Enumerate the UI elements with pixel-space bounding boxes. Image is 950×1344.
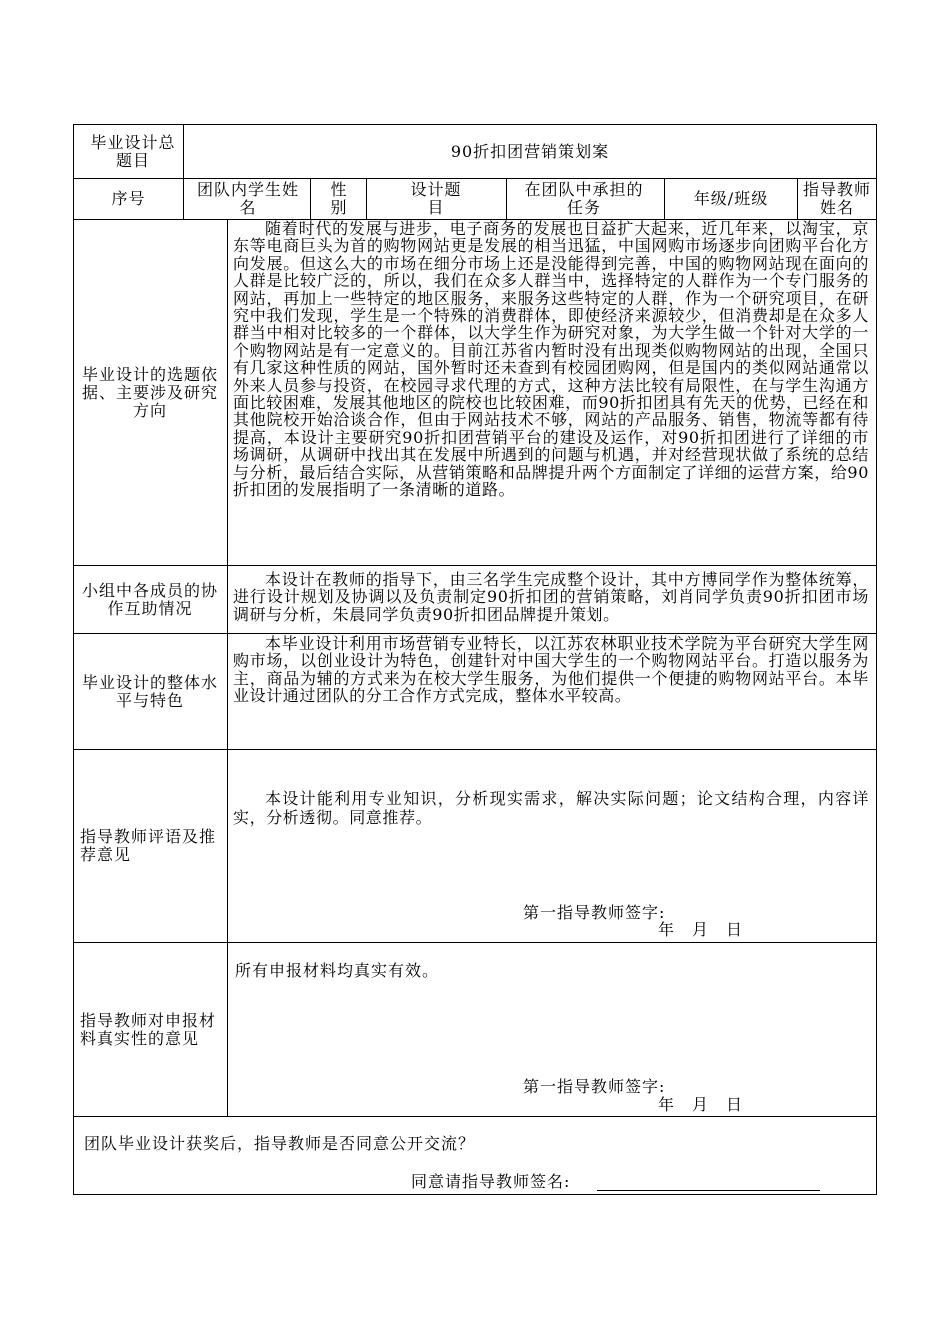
col-header-member-name: 团队内学生姓名 bbox=[196, 180, 299, 217]
overall-text: 本毕业设计利用市场营销专业特长，以江苏农林职业技术学院为平台研究大学生网购市场，以创业设计为特色，创建针对中国大学生的一个购物网站平台。打造以服务为主，商品为辅的方式来为在校大学生服务，为他们提供一个便捷的购物网站平台。本毕业设计通过团队的分工合作方式完成，整体水平较高。 bbox=[233, 634, 869, 706]
column-divider bbox=[227, 219, 228, 1116]
collaboration-text: 本设计在教师的指导下，由三名学生完成整个设计，其中方博同学作为整体统筹，进行设计规划及协调以及负责制定90折扣团的营销策略，刘肖同学负责90折扣团市场调研与分析，朱晨同学负责90折扣团品牌提升策划。 bbox=[233, 570, 869, 624]
consent-signature-line[interactable] bbox=[597, 1190, 820, 1191]
authenticity-signature-label: 第一指导教师签字: bbox=[523, 1077, 666, 1096]
col-header-design-topic: 设计题目 bbox=[410, 180, 462, 217]
column-divider bbox=[797, 178, 798, 219]
advisor-signature-label: 第一指导教师签字: bbox=[523, 903, 666, 922]
advisor-signature-date: 年 月 日 bbox=[658, 920, 744, 939]
column-divider bbox=[310, 178, 311, 219]
title-label: 毕业设计总题目 bbox=[90, 133, 176, 170]
row-divider bbox=[73, 1116, 877, 1117]
public-exchange-question: 团队毕业设计获奖后，指导教师是否同意公开交流？ bbox=[84, 1134, 476, 1153]
column-divider bbox=[506, 178, 507, 219]
col-header-advisor-name: 指导教师姓名 bbox=[802, 180, 871, 217]
collaboration-label: 小组中各成员的协作互助情况 bbox=[81, 580, 218, 618]
authenticity-signature-date: 年 月 日 bbox=[658, 1095, 744, 1114]
column-divider bbox=[366, 178, 367, 219]
basis-text: 随着时代的发展与进步，电子商务的发展也日益扩大起来，近几年来，以淘宝，京东等电商巨头为首的购物网站更是发展的相当迅猛，中国网购市场逐步向团购平台化方向发展。但这么大的市场在细分市场上还是没能得到完善，中国的购物网站现在面向的人群是比较广泛的，所以，我们在众多人群当中，选择特定的人群作为一个专门服务的网站，再加上一些特定的地区服务，来服务这些特定的人群，作为一个研究项目，在研究中我们发现，学生是一个特殊的消费群体，即使经济来源较少，但消费却是在众多人群当中相对比较多的一个群体，以大学生作为研究对象，为大学生做一个针对大学的一个购物网站是有一定意义的。目前江苏省内暂时没有出现类似购物网站的出现，全国只有几家这种性质的网站，国外暂时还未查到有校园团购网，但是国内的类似网站通常以外来人员参与投资，在校园寻求代理的方式，这种方法比较有局限性，在与学生沟通方面比较困难，发展其他地区的院校也比较困难，而90折扣团具有先天的优势，已经在和其他院校开始洽谈合作，但由于网站技术不够，网站的产品服务、销售，物流等都有待提高，本设计主要研究90折扣团营销平台的建设及运作，对90折扣团进行了详细的市场调研，从调研中找出其在发展中所遇到的问题与机遇，并对经营现状做了系统的总结与分析，最后结合实际，从营销策略和品牌提升两个方面制定了详细的运营方案，给90折扣团的发展指明了一条清晰的道路。 bbox=[233, 219, 869, 500]
col-header-gender: 性别 bbox=[330, 180, 348, 217]
authenticity-text: 所有申报材料均真实有效。 bbox=[235, 961, 440, 980]
consent-signature-label: 同意请指导教师签名: bbox=[411, 1172, 571, 1191]
project-title: 90折扣团营销策划案 bbox=[450, 142, 610, 161]
col-header-grade-class: 年级/班级 bbox=[693, 189, 769, 208]
col-header-task: 在团队中承担的任务 bbox=[524, 180, 644, 217]
overall-label: 毕业设计的整体水平与特色 bbox=[81, 672, 218, 710]
advisor-comment-text: 本设计能利用专业知识，分析现实需求，解决实际问题；论文结构合理，内容详实，分析透彻。同意推荐。 bbox=[233, 789, 869, 827]
col-header-no: 序号 bbox=[111, 189, 146, 208]
authenticity-label: 指导教师对申报材料真实性的意见 bbox=[80, 1010, 217, 1048]
basis-label: 毕业设计的选题依据、主要涉及研究方向 bbox=[81, 364, 218, 420]
advisor-comment-label: 指导教师评语及推荐意见 bbox=[80, 827, 217, 864]
